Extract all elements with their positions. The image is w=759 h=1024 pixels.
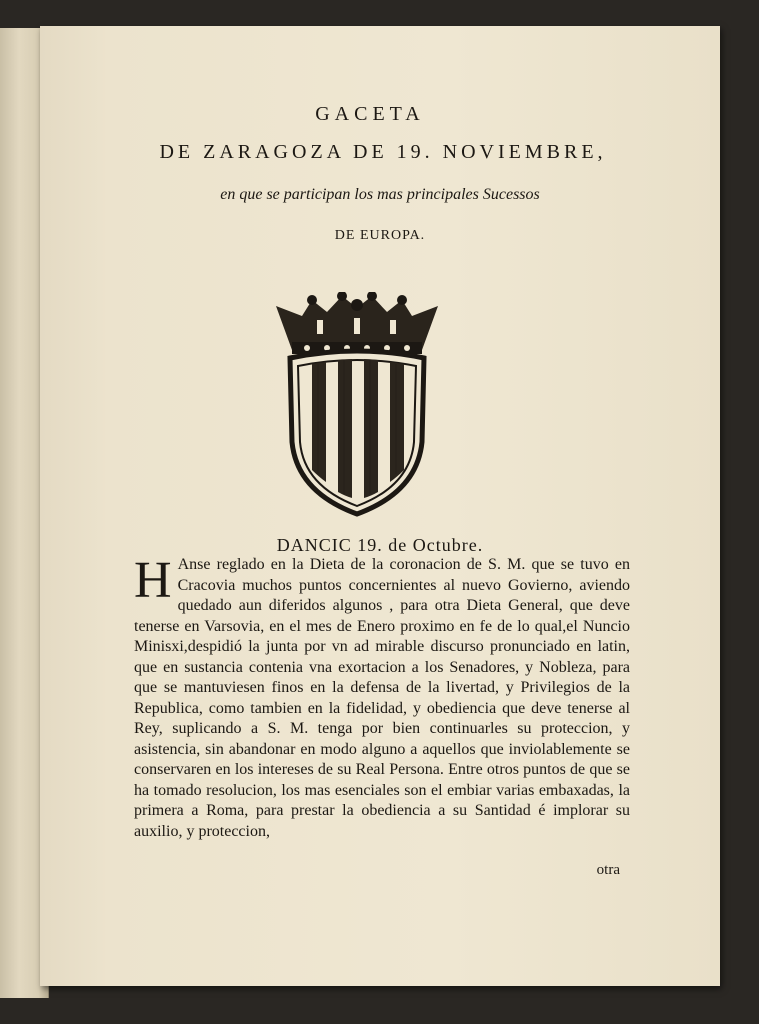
article-paragraph: Anse reglado en la Dieta de la coronacion de S. M. que se tuvo en Cracovia muchos puntos concernientes al nuevo Govierno, aviendo quedado aun diferidos algunos , para otra Dieta General, que deve tenerse en Varsovia, en el mes de Enero proximo en fe de lo qual,el Nuncio Minisxi,despidió la junta por vn ad mirable discurso pronunciado en latin, que en sustancia contenia vna exortacion a los Senadores, y Nobleza, para que se mantuviesen finos en la defensa de la livertad, y Privilegios de la Republica, como tambien en la fidelidad, y obediencia que deve tenerse al Rey, suplicando a S. M. tenga por bien continuarles su proteccion, y asistencia, sin abandonar en modo alguno a aquellos que inviolablemente se conservaren en los intereses de su Real Persona. Entre otros puntos de que se ha tomado resolucion, los mas esenciales son el embiar varias embaxadas, la primera a Roma, para prestar la obediencia a su Santidad é implorar su auxilio, y proteccion, [134,556,630,840]
drop-cap: H [134,552,172,609]
catchword: otra [596,862,620,878]
gazette-subtitle-region: DE EUROPA. [334,228,426,243]
article-body [134,552,630,842]
gazette-title: GACETA [315,103,425,125]
gazette-subtitle: en que se participan los mas principales Sucessos [220,186,540,203]
aragon-crest-icon [272,292,442,517]
article-dateline: DANCIC 19. de Octubre. [276,535,484,555]
gazette-title-date: DE ZARAGOZA DE 19. NOVIEMBRE, [159,141,607,163]
